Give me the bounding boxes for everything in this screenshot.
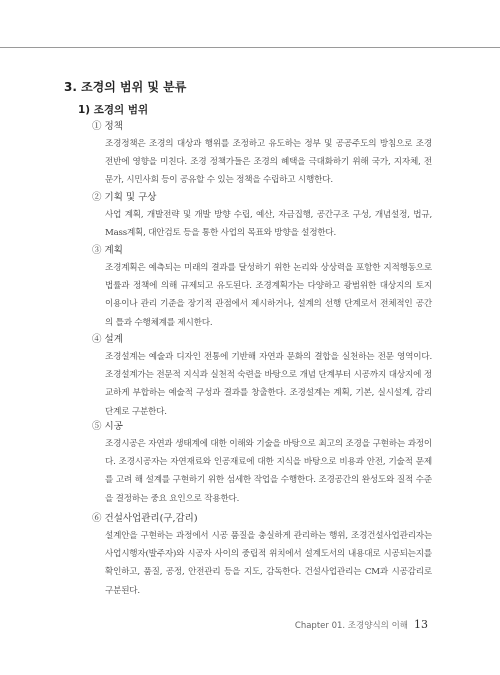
section-body: 조경설계는 예술과 디자인 전통에 기반해 자연과 문화의 결합을 실천하는 전문 영역이다. 조경설계가는 전문적 지식과 실천적 숙련을 바탕으로 개념 단계부터 시공까지 대상지에 정교하게 부합하는 예술적 구성과 결과를 창출한다. 조경설계는 계획, 기본, 실시설계, 감리 단계로 구분한다.	[105, 352, 432, 417]
section-plan	[92, 243, 432, 332]
section-design	[92, 332, 432, 421]
section-construction-management	[92, 511, 432, 600]
section-policy	[92, 119, 432, 190]
section-construction	[92, 419, 432, 508]
section-title: ⑥ 건설사업관리(구,감리)	[92, 513, 198, 524]
section-body: 사업 계획, 개발전략 및 개발 방향 수립, 예산, 자금집행, 공간구조 구성, 개념설정, 법규, Mass계획, 대안검토 등을 통한 사업의 목표와 방향을 설정한다.	[105, 210, 432, 239]
section-heading: 3. 조경의 범위 및 분류	[64, 80, 187, 94]
section-body: 조경정책은 조경의 대상과 행위를 조정하고 유도하는 정부 및 공공주도의 방침으로 조경 전반에 영향을 미친다. 조경 정책가들은 조경의 혜택을 극대화하기 위해 국가, 지자체, 전문가, 시민사회 등이 공유할 수 있는 정책을 수립하고 시행한다.	[105, 139, 432, 186]
section-planning-concept	[92, 190, 432, 242]
section-body: 조경계획은 예측되는 미래의 결과를 달성하기 위한 논리와 상상력을 포함한 지적행동으로 법률과 정책에 의해 규제되고 유도된다. 조경계획가는 다양하고 광범위한 대상지의 토지 이용이나 관리 기준을 장기적 관점에서 제시하거나, 설계의 선행 단계로서 전체적인 공간의 틀과 수행체계를 제시한다.	[105, 263, 432, 328]
chapter-label: Chapter 01. 조경양식의 이해	[294, 621, 408, 631]
subsection-heading: 1) 조경의 범위	[78, 104, 149, 116]
section-title: ⑤ 시공	[92, 421, 123, 432]
page-number: 13	[414, 618, 428, 631]
section-title: ① 정책	[92, 121, 123, 132]
section-title: ② 기획 및 구상	[92, 192, 157, 203]
section-title: ③ 계획	[92, 245, 123, 256]
section-body: 설계안을 구현하는 과정에서 시공 품질을 충실하게 관리하는 행위, 조경건설사업관리자는 사업시행자(발주자)와 시공자 사이의 중립적 위치에서 설계도서의 내용대로 시공되는지를 확인하고, 품질, 공정, 안전관리 등을 지도, 감독한다. 건설사업관리는 CM과 시공감리로 구분된다.	[105, 531, 432, 596]
section-title: ④ 설계	[92, 334, 123, 345]
section-body: 조경시공은 자연과 생태계에 대한 이해와 기술을 바탕으로 최고의 조경을 구현하는 과정이다. 조경시공자는 자연재료와 인공재료에 대한 지식을 바탕으로 비용과 안전, 기술적 문제를 고려 해 설계를 구현하기 위한 섬세한 작업을 수행한다. 조경공간의 완성도와 질적 수준을 결정하는 중요 요인으로 작용한다.	[105, 439, 432, 504]
header-rule	[0, 47, 500, 48]
page-footer	[295, 618, 428, 631]
